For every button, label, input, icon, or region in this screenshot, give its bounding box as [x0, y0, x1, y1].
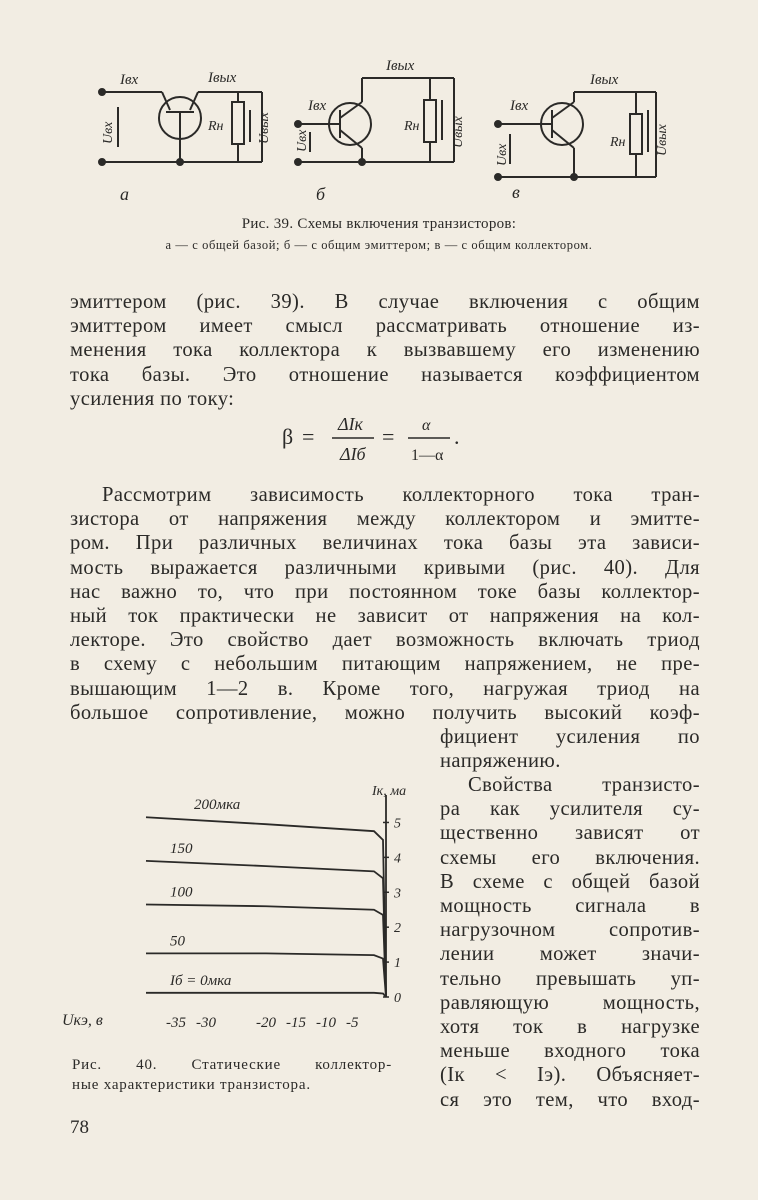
figure-39-caption-title: Рис. 39. Схемы включения транзисторов:	[241, 216, 517, 232]
figure-39-schematics	[80, 52, 700, 212]
text-line: эмиттером (рис. 39). В случае включения с общим	[70, 291, 700, 313]
text-line: Рассмотрим зависимость коллекторного тока тран-	[102, 484, 700, 506]
text-line: тока базы. Это отношение называется коэффициентом	[70, 363, 700, 386]
y-tick-label: 3	[394, 886, 401, 902]
text-line: менения тока коллектора к вызвавшему его изменению	[70, 339, 700, 362]
label-b-iout: Iвых	[386, 58, 415, 74]
text-line: Свойства транзисто-	[468, 774, 700, 796]
label-b-rload: Rн	[404, 119, 420, 134]
series-line-4	[146, 993, 386, 997]
text-line: вышающим 1—2 в. Кроме того, нагружая триод на	[70, 677, 700, 700]
text-line: ся это тем, что вход-	[440, 1088, 700, 1111]
text-line: ром. При различных величинах тока базы эта зависи-	[70, 532, 700, 555]
formula-eq1: =	[302, 424, 315, 449]
text-line: щественно зависят от	[440, 822, 700, 845]
text-line: в схему с небольшим питающим напряжением, не пре-	[70, 653, 700, 676]
formula-end: .	[454, 424, 460, 449]
label-b-uin: Uвх	[295, 129, 310, 152]
label-a-rload: Rн	[208, 119, 224, 134]
y-axis-label: Iк, ма	[372, 784, 407, 799]
y-tick-label: 2	[394, 921, 401, 937]
series-label-4: Iб = 0мка	[170, 972, 232, 989]
x-tick-label: -35	[166, 1015, 186, 1031]
x-tick-label: -5	[346, 1015, 359, 1031]
text-line: зистора от напряжения между коллектором и эмитте-	[70, 508, 700, 531]
label-a-iout: Iвых	[208, 70, 237, 86]
y-tick-label: 4	[394, 851, 401, 867]
text-line: нагрузочном сопротив-	[440, 919, 700, 942]
label-b-uout: Uвых	[451, 116, 466, 148]
y-tick-label: 5	[394, 816, 401, 832]
formula-eq2: =	[382, 424, 395, 449]
x-tick-label: -20	[256, 1015, 276, 1031]
label-c-uout: Uвых	[655, 124, 670, 156]
text-line: хотя ток в нагрузке	[440, 1016, 700, 1039]
caption-line: Рис. 40. Статические коллектор-	[72, 1057, 392, 1073]
series-label-3: 50	[170, 933, 185, 950]
label-c-rload: Rн	[610, 135, 626, 150]
text-line: мощность сигнала в	[440, 895, 700, 918]
formula-beta: β	[282, 424, 294, 449]
label-c-iout: Iвых	[590, 72, 619, 88]
label-b-iin: Iвх	[308, 98, 327, 114]
label-a: а	[120, 184, 129, 204]
series-label-2: 100	[170, 884, 193, 901]
paragraph-2	[70, 483, 700, 725]
x-tick-label: -10	[316, 1015, 336, 1031]
formula-num2: α	[422, 417, 431, 434]
formula-num1: ΔIк	[338, 414, 363, 434]
formula-den2: 1—α	[411, 447, 444, 464]
series-label-1: 150	[170, 840, 193, 857]
x-axis-label: Uкэ, в	[62, 1012, 103, 1029]
text-line: фициент усиления по	[440, 726, 700, 748]
text-line: лекторе. Это свойство дает возможность включать триод	[70, 629, 700, 652]
text-line: нас важно то, что при постоянном токе базы коллектор-	[70, 580, 700, 603]
label-c-uin: Uвх	[495, 143, 510, 166]
paragraph-3-right	[440, 773, 700, 1112]
label-a-uin: Uвх	[101, 121, 116, 144]
text-line: меньше входного тока	[440, 1040, 700, 1063]
text-line: большое сопротивление, можно получить высокий коэф-	[70, 701, 700, 724]
figure-39-caption-desc: а — с общей базой; б — с общим эмиттером; в — с общим коллектором.	[165, 238, 593, 252]
label-c: в	[512, 182, 520, 202]
x-tick-label: -30	[196, 1015, 216, 1031]
text-line: усиления по току:	[70, 387, 235, 410]
text-line: В схеме с общей базой	[440, 870, 700, 893]
label-c-iin: Iвх	[510, 98, 529, 114]
text-line: эмиттером имеет смысл рассматривать отношение из-	[70, 315, 700, 338]
text-line: (Iк < Iэ). Объясняет-	[440, 1064, 700, 1087]
beta-formula	[280, 410, 480, 466]
text-line: ра как усилителя су-	[440, 798, 700, 821]
y-tick-label: 1	[394, 956, 401, 972]
label-a-iin: Iвх	[120, 72, 139, 88]
text-line: лении может значи-	[440, 943, 700, 966]
text-line: равляющую мощность,	[440, 991, 700, 1014]
text-line: схемы его включения.	[440, 846, 700, 869]
text-line: мость выражается различными кривыми (рис. 40). Для	[70, 556, 700, 579]
circuit-b-common-emitter	[295, 78, 454, 165]
figure-40-chart	[60, 775, 420, 1045]
caption-line: ные характеристики транзистора.	[72, 1077, 311, 1093]
text-line: ный ток практически не зависит от напряжения на кол-	[70, 605, 700, 628]
y-tick-label: 0	[394, 991, 401, 1006]
paragraph-1	[70, 290, 700, 411]
circuit-a-common-base	[99, 89, 262, 165]
figure-40-caption	[72, 1055, 392, 1095]
text-line: напряжению.	[440, 750, 561, 773]
label-a-uout: Uвых	[257, 112, 272, 144]
text-line: тельно превышать уп-	[440, 967, 700, 990]
paragraph-2-right	[440, 725, 700, 773]
x-tick-label: -15	[286, 1015, 306, 1031]
page-number: 78	[70, 1117, 89, 1138]
series-label-0: 200мка	[194, 797, 241, 814]
formula-den1: ΔIб	[340, 444, 366, 464]
label-b: б	[316, 184, 326, 204]
